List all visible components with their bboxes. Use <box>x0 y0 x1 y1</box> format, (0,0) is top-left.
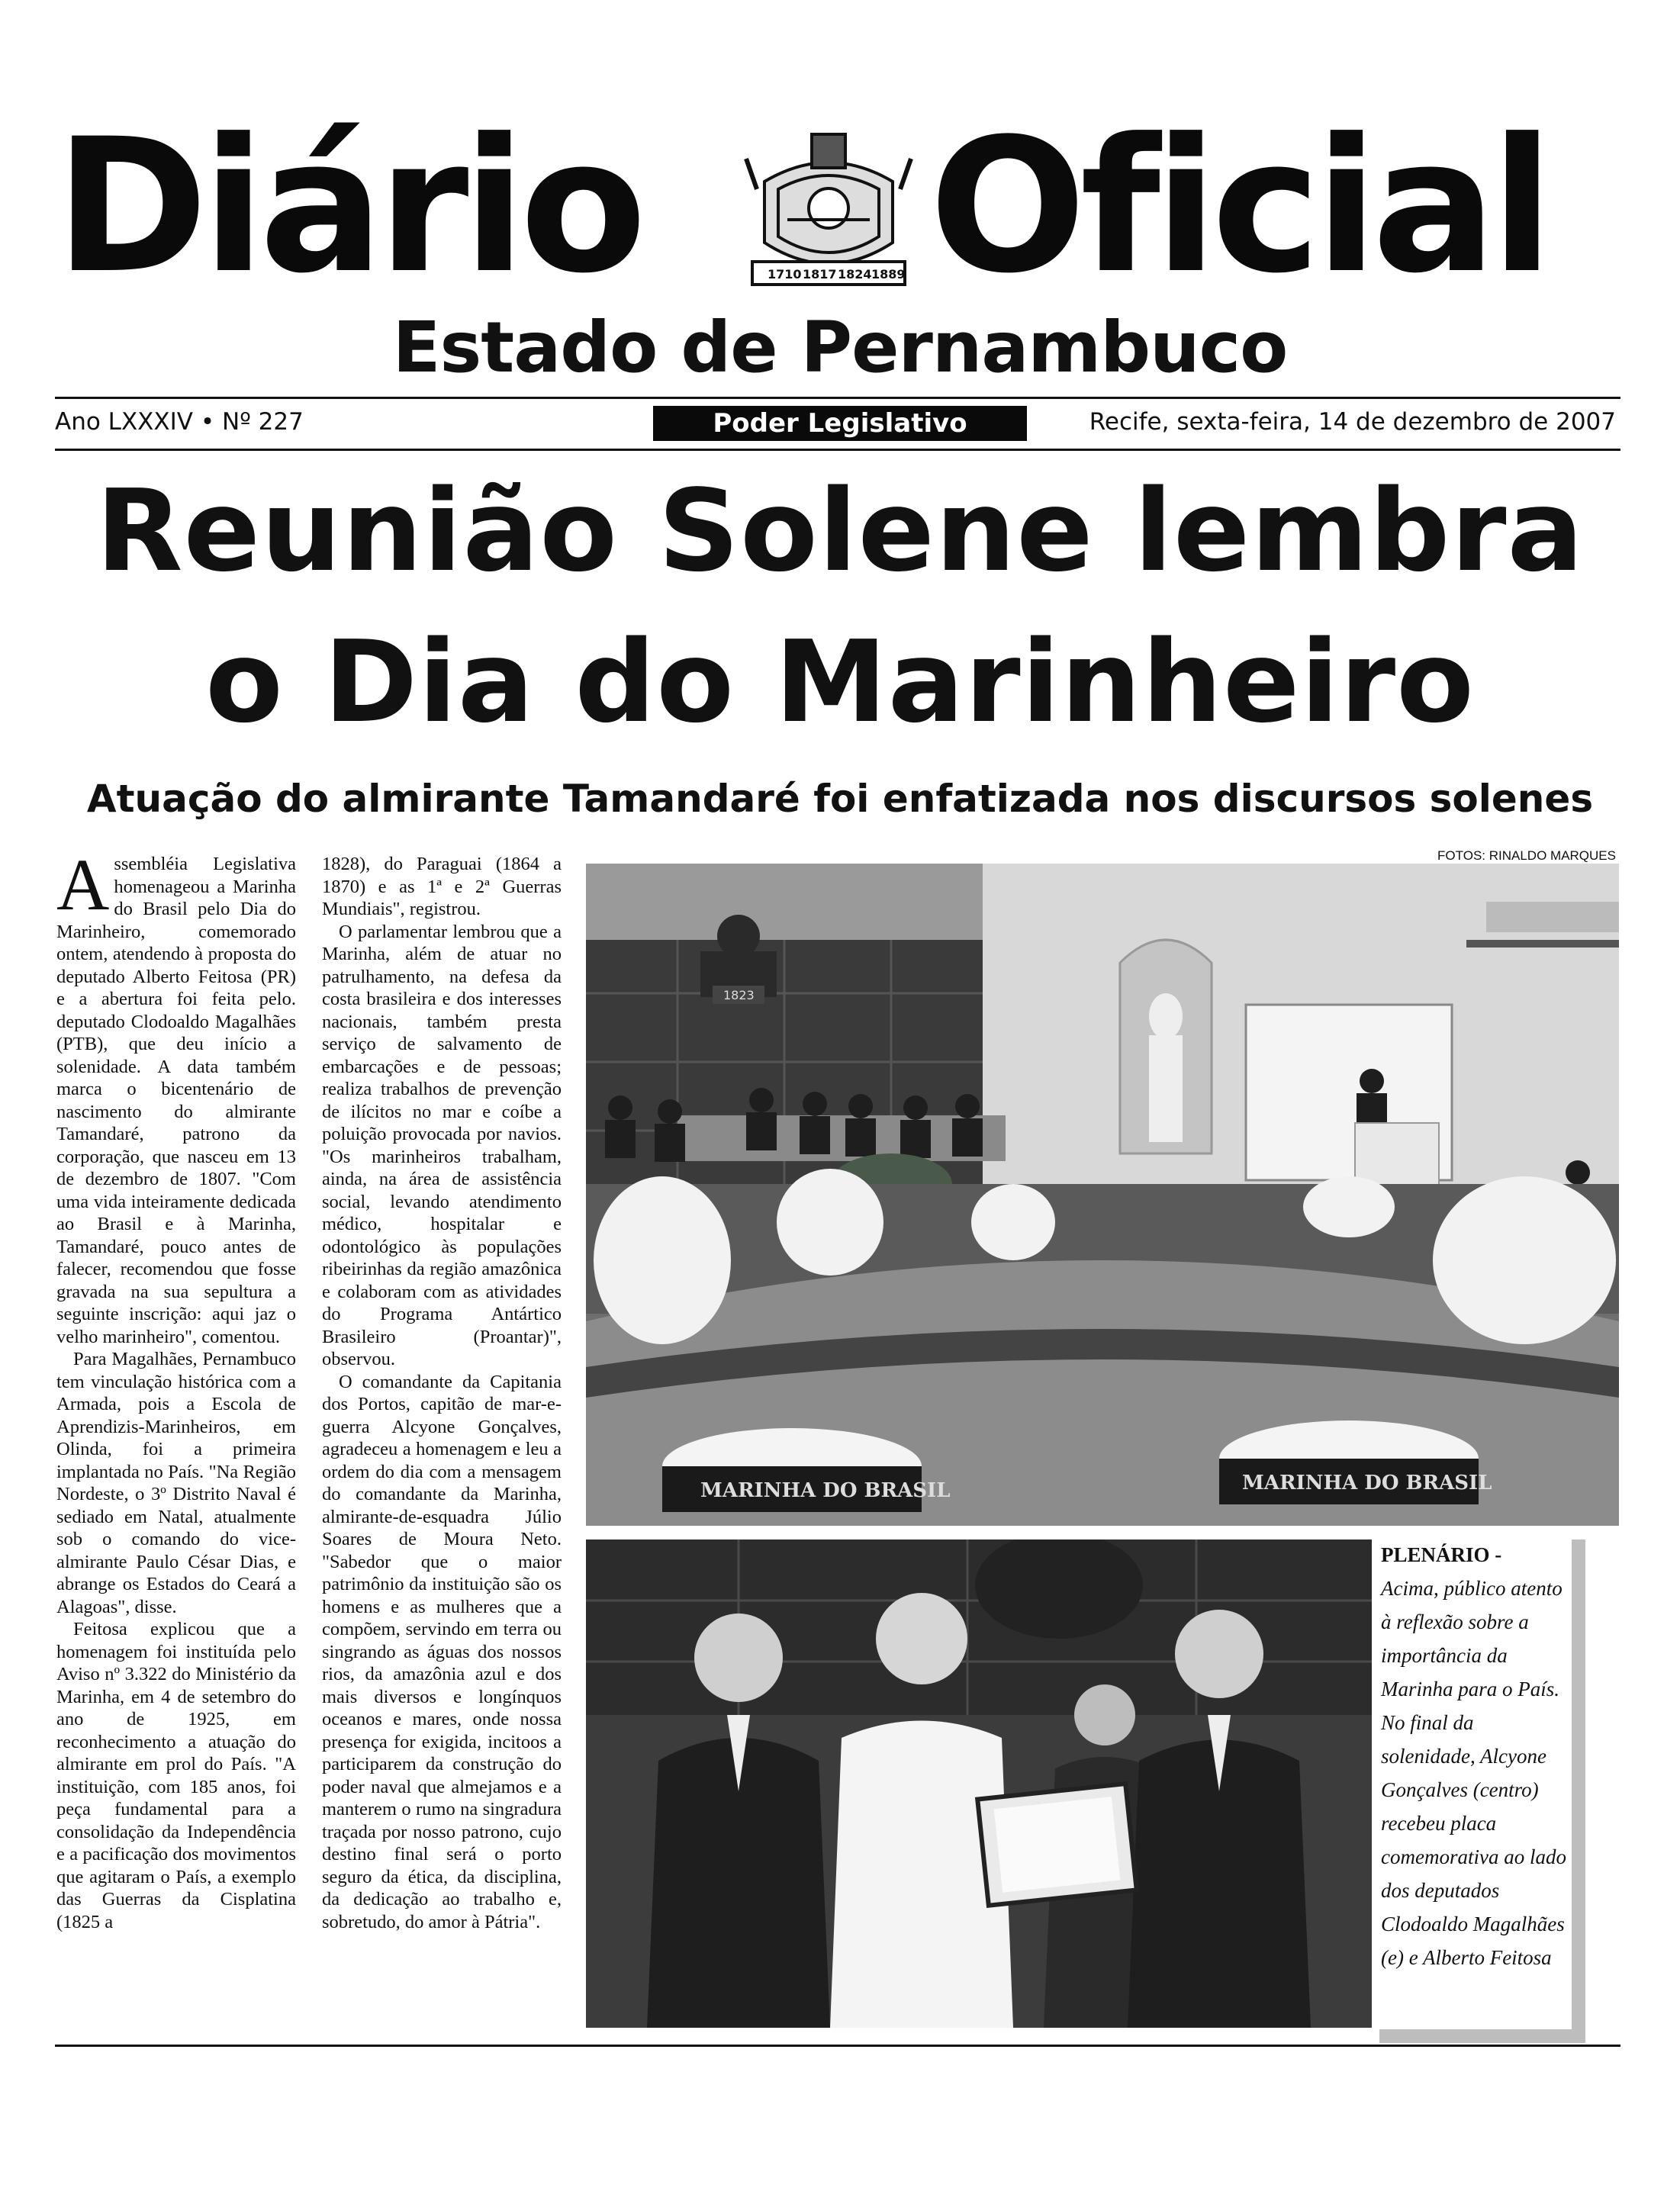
headline-line-2: o Dia do Marinheiro <box>205 616 1475 748</box>
col2-paragraph-3: O comandante da Capitania dos Portos, capitão de mar-e-guerra Alcyone Gonçalves, agradeceu a homenagem e leu a ordem do dia com a mensagem do comandante da Marinha, almirante-de-esquadra Júlio Soares de Moura Neto. "Sabedor que o maior patrimônio da instituição são os homens e as mulheres que a compõem, servindo em terra ou singrando as águas dos nossos rios, da amazônia azul e dos mais diversos e longínquos oceanos e mares, onde nossa presença for exigida, incitoos a participarem da construção do poder naval que almejamos e a manterem o rumo na singradura traçada por nosso patrono, cujo destino final será o porto seguro da ética, da disciplina, da dedicação ao trabalho e, sobretudo, do amor à Pátria". <box>322 1371 562 1932</box>
seal-year-1: 1710 <box>768 267 802 282</box>
drop-cap: A <box>56 844 110 925</box>
col1-paragraph-1: ssembléia Legislativa homenageou a Marinha do Brasil pelo Dia do Marinheiro, comemorado ontem, atendendo à proposta do deputado Alberto Feitosa (PR) e a abertura foi feita pelo. deputado Clodoaldo Magalhães (PTB), que deu início a solenidade. A data também marca o bicentenário de nascimento do almirante Tamandaré, patrono da corporação, que nasceu em 13 de dezembro de 1807. "Com uma vida inteiramente dedicada ao Brasil e à Marinha, Tamandaré, pouco antes de falecer, recomendou que fosse gravada na sua sepultura a seguinte inscrição: aqui jaz o velho marinheiro", comentou. <box>56 854 296 1347</box>
col1-paragraph-3: Feitosa explicou que a homenagem foi instituída pelo Aviso nº 3.322 do Ministério da Marinha, em 4 de setembro do ano de 1925, em reconhecimento a atuação do almirante em prol do País. "A instituição, com 185 anos, foi peça fundamental para a consolidação da Independência e a pacificação dos movimentos que agitaram o País, a exemplo das Guerras da Cisplatina (1825 a <box>56 1619 296 1932</box>
masthead-subtitle: Estado de Pernambuco <box>392 307 1288 388</box>
col1-paragraph-2: Para Magalhães, Pernambuco tem vinculação histórica com a Armada, pois a Escola de Aprendizis-Marinheiros, em Olinda, foi a primeira implantada no País. "Na Região Nordeste, o 3º Distrito Naval é sediado em Natal, atualmente sob o comando do vice-almirante Paulo César Dias, e abrange os Estados do Ceará a Alagoas", disse. <box>56 1349 296 1617</box>
plaque-presentation-photo <box>586 1539 1372 2028</box>
col2-paragraph-1: 1828), do Paraguai (1864 a 1870) e as 1ª e 2ª Guerras Mundiais", registrou. <box>322 854 562 919</box>
seal-year-2: 1817 <box>803 267 837 282</box>
col2-paragraph-2: O parlamentar lembrou que a Marinha, além de atuar no patrulhamento, na defesa da costa brasileira e dos interesses nacionais, também presta serviço de salvamento de embarcações e de pessoas; realiza trabalhos de prevenção de ilícitos no mar e coíbe a poluição provocada por navios. "Os marinheiros trabalham, ainda, na área de assistência social, levando atendimento médico, hospitalar e odontológico às populações ribeirinhas da região amazônica e colaboram com as atividades do Programa Antártico Brasileiro (Proantar)", observou. <box>322 921 562 1369</box>
bust-plaque-year: 1823 <box>723 988 755 1002</box>
photo-caption-box <box>1379 1539 1585 2043</box>
article-deck: Atuação do almirante Tamandaré foi enfatizada nos discursos solenes <box>86 777 1594 821</box>
edition-number: Ano LXXXIV • Nº 227 <box>55 408 304 436</box>
plenary-session-photo <box>586 864 1619 1526</box>
masthead-bottom-rule <box>55 449 1620 451</box>
state-coat-of-arms-seal <box>742 128 916 302</box>
article-column-1 <box>56 844 296 2028</box>
seal-year-3: 1824 <box>838 267 872 282</box>
masthead-title-right: Oficial <box>929 99 1548 314</box>
caption-title: PLENÁRIO - <box>1381 1543 1502 1566</box>
article-column-2 <box>322 853 562 2028</box>
masthead-title-left: Diário <box>55 99 641 314</box>
masthead-top-rule <box>55 397 1620 399</box>
page-bottom-rule <box>55 2045 1620 2047</box>
dateline: Recife, sexta-feira, 14 de dezembro de 2007 <box>1089 408 1616 436</box>
seal-year-4: 1889 <box>871 267 906 282</box>
caption-text: Acima, público atento à reflexão sobre a importância da Marinha para o País. No final da solenidade, Alcyone Gonçalves (centro) recebeu placa comemorativa ao lado dos deputados Clodoaldo Magalhães (e) e Alberto Feitosa <box>1381 1577 1566 1969</box>
headline-line-1: Reunião Solene lembra <box>95 465 1585 597</box>
section-badge: Poder Legislativo <box>653 406 1027 441</box>
photo-credit: FOTOS: RINALDO MARQUES <box>1437 848 1616 863</box>
cap-band-left: MARINHA DO BRASIL <box>700 1479 951 1502</box>
cap-band-right: MARINHA DO BRASIL <box>1242 1472 1492 1494</box>
